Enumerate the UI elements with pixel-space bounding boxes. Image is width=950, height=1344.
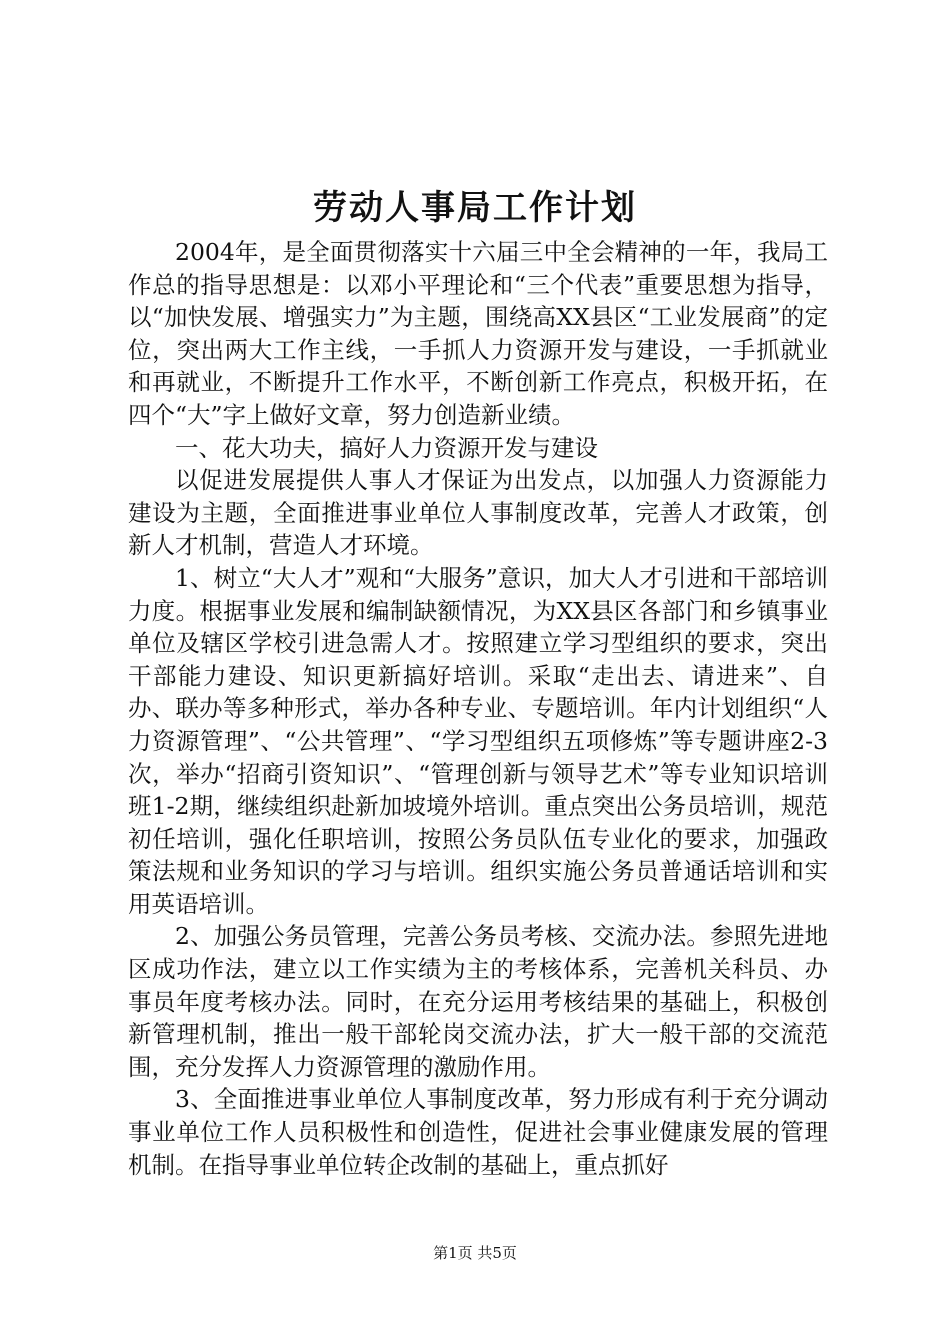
- document-title: 劳动人事局工作计划: [313, 188, 637, 228]
- paragraph-section-1-summary: 以促进发展提供人事人才保证为出发点，以加强人力资源能力建设为主题，全面推进事业单位人事制度改革，完善人才政策，创新人才机制，营造人才环境。: [128, 466, 828, 560]
- paragraph-item-1: 1、树立“大人才”观和“大服务”意识，加大人才引进和干部培训力度。根据事业发展和编制缺额情况，为XX县区各部门和乡镇事业单位及辖区学校引进急需人才。按照建立学习型组织的要求，突出干部能力建设、知识更新搞好培训。采取“走出去、请进来”、自办、联办等多种形式，举办各种专业、专题培训。年内计划组织“人力资源管理”、“公共管理”、“学习型组织五项修炼”等专题讲座2-3次，举办“招商引资知识”、“管理创新与领导艺术”等专业知识培训班1-2期，继续组织赴新加坡境外培训。重点突出公务员培训，规范初任培训，强化任职培训，按照公务员队伍专业化的要求，加强政策法规和业务知识的学习与培训。组织实施公务员普通话培训和实用英语培训。: [128, 563, 828, 918]
- paragraph-item-2: 2、加强公务员管理，完善公务员考核、交流办法。参照先进地区成功作法，建立以工作实绩为主的考核体系，完善机关科员、办事员年度考核办法。同时，在充分运用考核结果的基础上，积极创新管理机制，推出一般干部轮岗交流办法，扩大一般干部的交流范围，充分发挥人力资源管理的激励作用。: [128, 922, 828, 1081]
- paragraph-item-3: 3、全面推进事业单位人事制度改革，努力形成有利于充分调动事业单位工作人员积极性和创造性，促进社会事业健康发展的管理机制。在指导事业单位转企改制的基础上，重点抓好: [128, 1085, 828, 1179]
- document-body: [128, 236, 828, 1181]
- section-heading-1: 一、花大功夫，搞好人力资源开发与建设: [175, 433, 598, 462]
- paragraph-intro: 2004年，是全面贯彻落实十六届三中全会精神的一年，我局工作总的指导思想是：以邓小平理论和“三个代表”重要思想为指导，以“加快发展、增强实力”为主题，围绕高XX县区“工业发展商”的定位，突出两大工作主线，一手抓人力资源开发与建设，一手抓就业和再就业，不断提升工作水平，不断创新工作亮点，积极开拓，在四个“大”字上做好文章，努力创造新业绩。: [128, 238, 828, 429]
- page-number-footer: 第1页 共5页: [433, 1244, 517, 1262]
